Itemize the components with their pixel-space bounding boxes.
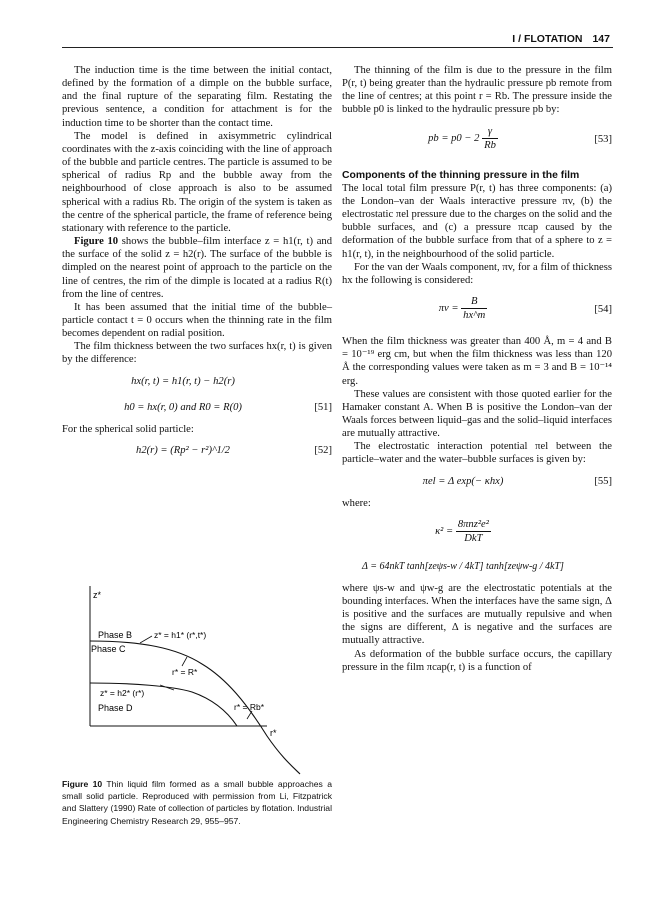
equation-55: πel = Δ exp(− κhx) [55] (422, 475, 612, 487)
dimple-rim-label: r* = R* (172, 667, 198, 677)
paragraph: Figure 10 shows the bubble–film interface z = h1(r, t) and the surface of the solid z = h2(r). The surface of the bubble is dimpled on the nearest point of approach to the particle on the line of centres, the rim of the dimple is located at a radius R(t) from the line of centres. (62, 236, 332, 300)
equation-53: pb = p0 − 2 $\frac{\gamma}{Rb}$ [53] (428, 125, 612, 151)
equation-51b: h0 = hx(r, 0) and R0 = R(0) [51] (124, 401, 332, 413)
pointer-line (247, 711, 252, 719)
r-axis-label: r* (270, 728, 277, 738)
bubble-radius-label: r* = Rb* (234, 702, 264, 712)
phase-b-label: Phase B (98, 630, 133, 640)
equation-52: h2(r) = (Rp² − r²)^1/2 [52] (136, 444, 332, 456)
equation-delta: Δ = 64nkT tanh[zeψs-w / 4kT] tanh[zeψw-g / 4kT] (362, 560, 564, 572)
pointer-line (182, 657, 187, 666)
paragraph: where: (342, 497, 371, 509)
equation-number: [53] (594, 133, 612, 145)
paragraph: It has been assumed that the initial time of the bubble–particle contact t = 0 occurs when the thinning rate in the film becomes dependent on radial position. (62, 301, 332, 340)
header-section: I / FLOTATION (512, 33, 583, 45)
paragraph: The model is defined in axisymmetric cylindrical coordinates with the z-axis coinciding with the line of approach of the bubble and particle centres. The particle is assumed to be spherical of radius Rp and the bubble away from the neighbourhood of close approach is also to be assumed spherical with a radius Rb. The origin of the system is taken as the centre of the spherical particle, the frame of reference being stationary with reference to the particle. (62, 130, 332, 234)
header-rule (62, 47, 613, 48)
z-axis-label: z* (93, 590, 102, 600)
right-column (342, 64, 612, 674)
solid-curve-label: z* = h2* (r*) (100, 688, 145, 698)
bubble-curve-label: z* = h1* (r*,t*) (154, 630, 207, 640)
equation-51a: hx(r, t) = h1(r, t) − h2(r) (131, 375, 235, 387)
paragraph: The induction time is the time between the initial contact, defined by the formation of a dimple on the bubble surface, and the final rupture of the separating film. Restating the previous sentence, a condition for attachment is for the induction time to be shorter than the contact time. (62, 65, 332, 129)
paragraph: For the spherical solid particle: (62, 423, 194, 435)
paragraph: The electrostatic interaction potential πel between the particle–water and the water–bubble surfaces is given by: (342, 441, 612, 466)
pointer-line (140, 636, 152, 643)
equation-kappa: κ² = $\frac{\text{8πnz²e²}}{\text{DkT}}$ (435, 518, 489, 544)
section-heading: Components of the thinning pressure in the film (342, 169, 580, 181)
paragraph: For the van der Waals component, πv, for a film of thickness hx the following is considered: (342, 261, 612, 286)
equation-54: πv = $\frac{B}{hx\^{}m}$ [54] (438, 296, 612, 322)
paragraph: The local total film pressure P(r, t) has three components: (a) the London–van der Waals interactive pressure πv, (b) the electrostatic πel pressure due to the charges on the solid and the bubble surfaces, and (c) a pressure πcap caused by the deformation of the bubble surface from that of a sphere to z = h1(r, t), in the neighbourhood of the solid particle. (342, 182, 612, 260)
paragraph: The thinning of the film is due to the pressure in the film P(r, t) being greater than the hydraulic pressure pb remote from the line of centres; at this point r = Rb. The pressure inside the bubble p0 is linked to the hydraulic pressure pb by: (342, 65, 612, 116)
paragraph: where ψs-w and ψw-g are the electrostatic potentials at the bounding interfaces. When the interfaces have the same sign, Δ is positive and the surfaces are mutually repulsive and when the signs are different, Δ is negative and the surfaces are mutually attractive. (342, 582, 612, 647)
equation-number: [54] (594, 304, 612, 316)
caption-label: Figure 10 (62, 779, 103, 789)
figure-caption: Figure 10 Thin liquid film formed as a small bubble approaches a small solid particle. Reproduced with permission from Li, Fitzpatrick and Slattery (1990) Rate of collection of particles by flotation. Industrial Engineering Chemistry Research 29, 955–957. (62, 779, 332, 826)
figure-ref: Figure 10 (74, 236, 119, 248)
equation-number: [51] (314, 401, 332, 413)
phase-d-label: Phase D (98, 703, 133, 713)
equation-number: [55] (594, 475, 612, 487)
running-header (512, 33, 610, 45)
phase-c-label: Phase C (91, 644, 126, 654)
left-column (62, 64, 332, 466)
equation-number: [52] (314, 444, 332, 456)
figure-10 (62, 586, 332, 776)
paragraph: The film thickness between the two surfaces hx(r, t) is given by the difference: (62, 341, 332, 366)
page-number: 147 (592, 33, 610, 45)
paragraph: When the film thickness was greater than 400 Å, m = 4 and B = 10⁻¹⁹ erg cm, but when the film thickness was less than 120 Å the corresponding values were taken as m = 3 and B = 10⁻¹⁴ erg. (342, 336, 612, 387)
film-diagram (62, 586, 332, 776)
paragraph: As deformation of the bubble surface occurs, the capillary pressure in the film πcap(r, t) is a function of (342, 648, 612, 673)
paragraph: These values are consistent with those quoted earlier for the Hamaker constant A. When B is positive the London–van der Waals forces between liquid–gas and the solid–liquid interfaces are mutually attractive. (342, 388, 612, 440)
